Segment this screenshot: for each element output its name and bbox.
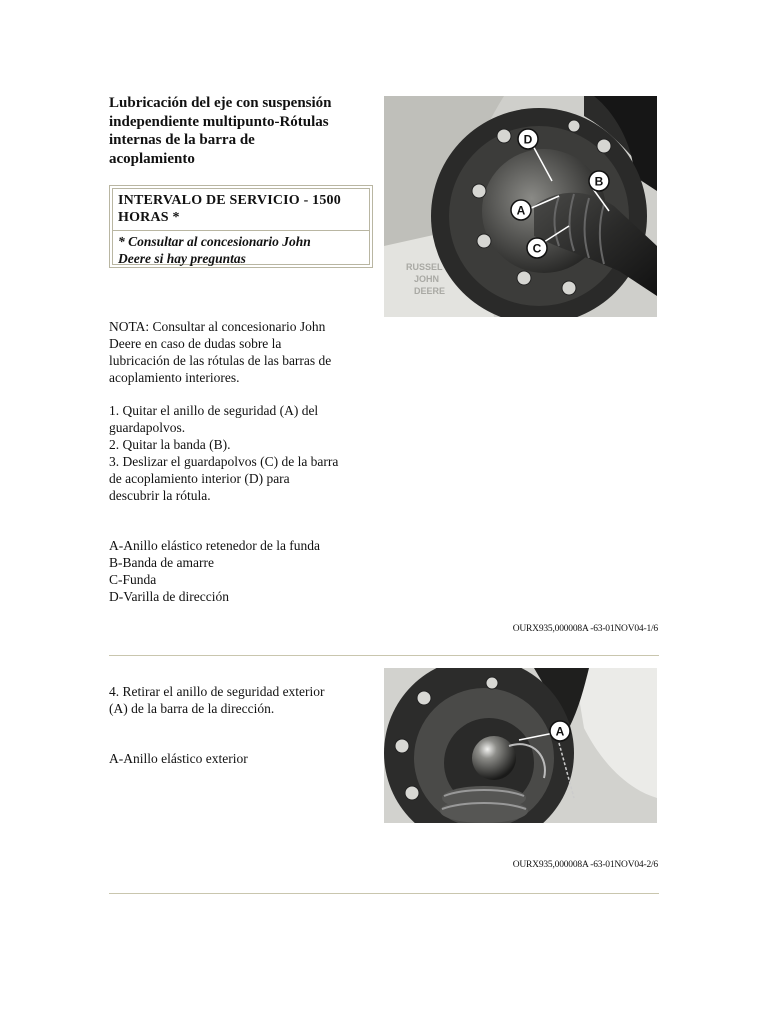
casting-stamp-text: DEERE [414, 286, 446, 296]
legend-item: C-Funda [109, 572, 157, 587]
service-interval-note [113, 231, 369, 269]
title-line: internas de la barra de [109, 132, 255, 148]
note-line: acoplamiento interiores. [109, 370, 240, 385]
callout-B [589, 171, 609, 191]
callout-C [527, 238, 547, 258]
reference-code: OURX935,000008A -63-01NOV04-1/6 [512, 624, 658, 634]
page-title [109, 94, 374, 168]
service-interval-inner [112, 188, 370, 265]
legend-item: A-Anillo elástico exterior [109, 751, 248, 766]
title-line: acoplamiento [109, 150, 195, 167]
step-line: 2. Quitar la banda (B). [109, 437, 231, 452]
tie-rod-boot-illustration [384, 96, 657, 317]
step-line: 1. Quitar el anillo de seguridad (A) del [109, 403, 319, 418]
service-interval-heading [113, 189, 369, 231]
note-line: Deere en caso de dudas sobre la [109, 336, 282, 351]
legend-item: D-Varilla de dirección [109, 589, 229, 604]
section-divider [109, 893, 659, 894]
reference-code: OURX935,000008A -63-01NOV04-2/6 [512, 860, 658, 870]
legend-list [109, 537, 377, 605]
callout-A [550, 721, 570, 741]
step-line: de acoplamiento interior (D) para [109, 471, 290, 486]
note-line: NOTA: Consultar al concesionario John [109, 319, 326, 334]
casting-stamp-text: RUSSEL [406, 262, 443, 272]
note-paragraph [109, 318, 377, 386]
title-line: Lubricación del eje con suspensión [109, 95, 332, 111]
callout-label: C [532, 241, 542, 256]
interval-line: INTERVALO DE SERVICIO - 1500 [118, 193, 341, 208]
callout-A [511, 200, 531, 220]
step-line: guardapolvos. [109, 420, 186, 435]
callout-D [518, 129, 538, 149]
steps-list [109, 402, 377, 504]
outer-snap-ring-photo [384, 668, 657, 823]
tie-rod-boot-photo [384, 96, 657, 317]
legend-item: B-Banda de amarre [109, 555, 214, 570]
casting-stamp-text: JOHN [414, 274, 440, 284]
callout-label: A [516, 203, 526, 218]
interval-note-line: Deere si hay preguntas [118, 251, 246, 266]
callout-label: A [555, 724, 565, 739]
step-line: 3. Deslizar el guardapolvos (C) de la barra [109, 454, 339, 469]
callout-label: B [594, 174, 604, 189]
title-line: independiente multipunto-Rótulas [109, 113, 329, 130]
interval-line: HORAS * [118, 210, 180, 225]
interval-note-line: * Consultar al concesionario John [118, 234, 311, 249]
step-4-paragraph [109, 683, 377, 717]
legend-item: A-Anillo elástico retenedor de la funda [109, 538, 321, 553]
outer-snap-ring-illustration [384, 668, 657, 823]
section-divider [109, 655, 659, 656]
callout-label: D [523, 132, 533, 147]
note-line: lubricación de las rótulas de las barras de [109, 353, 332, 368]
step-line: 4. Retirar el anillo de seguridad exterior [109, 684, 325, 699]
service-interval-box [109, 185, 373, 268]
step-line: (A) de la barra de la dirección. [109, 701, 275, 716]
step-line: descubrir la rótula. [109, 488, 211, 503]
